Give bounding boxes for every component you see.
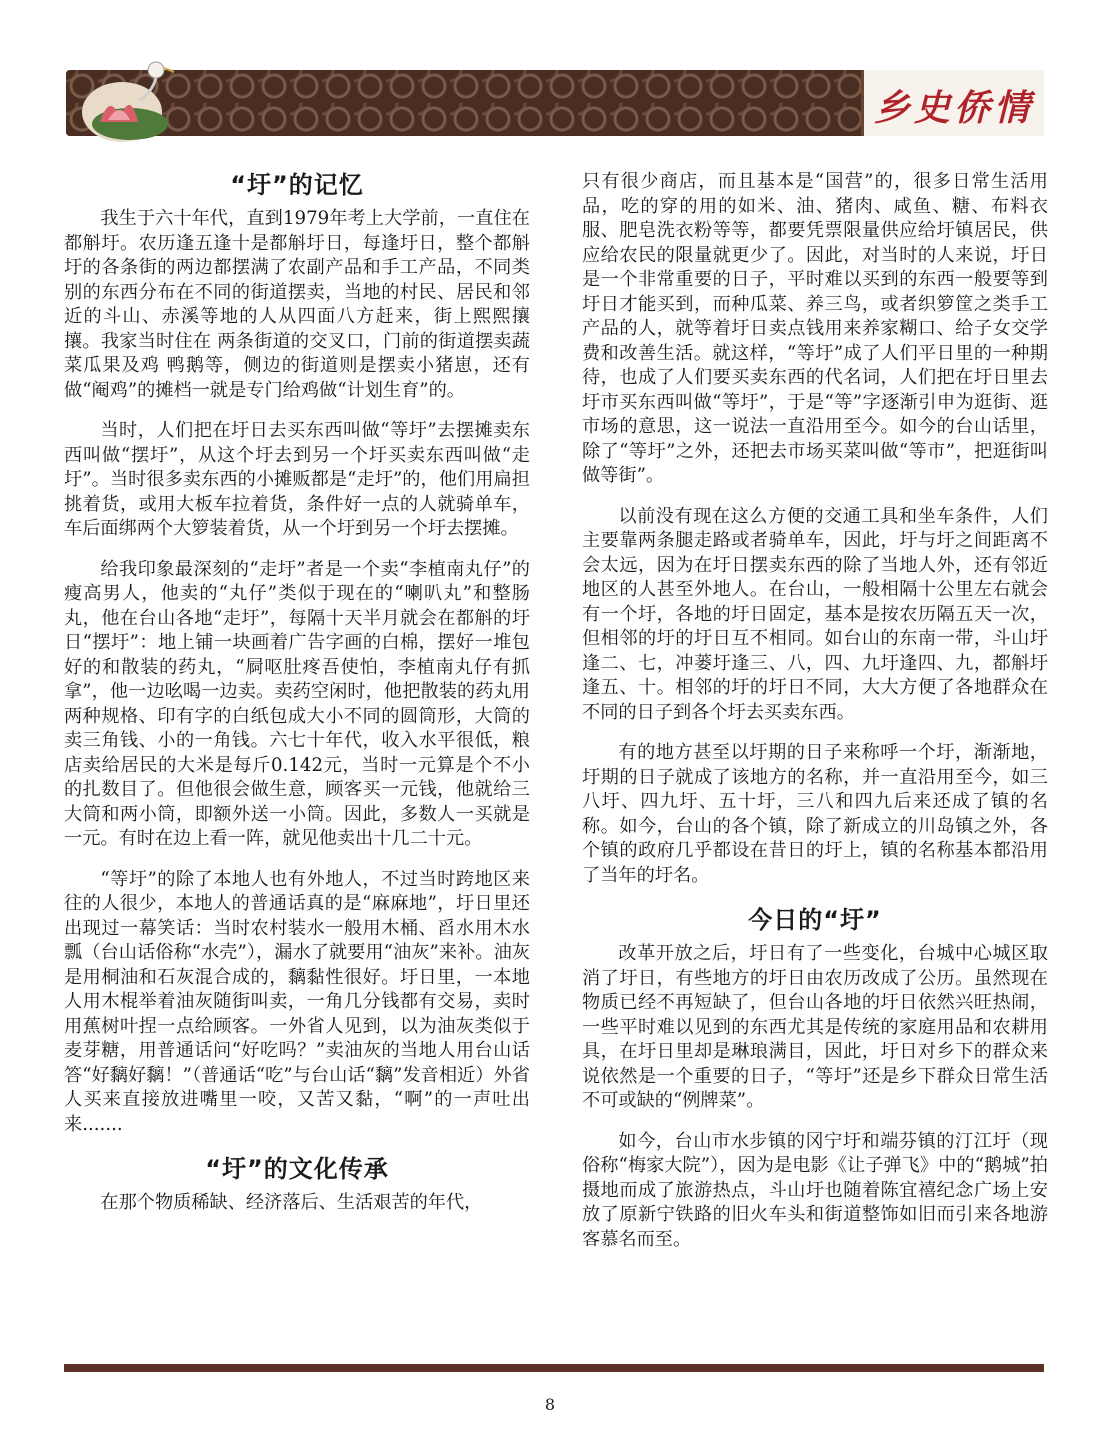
paragraph: 只有很少商店，而且基本是“国营”的，很多日常生活用品，吃的穿的用的如米、油、猪肉、咸鱼、糖、布料衣服、肥皂洗衣粉等等，都要凭票限量供应给圩镇居民，供应给农民的限量就更少了。因此，对当时的人来说，圩日是一个非常重要的日子，平时难以买到的东西一般要等到圩日才能买到，而种瓜菜、养三鸟，或者织箩筐之类手工产品的人，就等着圩日卖点钱用来养家糊口、给子女交学费和改善生活。就这样，“等圩”成了人们平日里的一种期待，也成了人们要买卖东西的代名词，人们把在圩日里去圩市买东西叫做“等圩”，于是“等”字逐渐引申为逛街、逛市场的意思，这一说法一直沿用至今。如今的台山话里，除了“等圩”之外，还把去市场买菜叫做“等市”，把逛街叫做等街”。 [582, 171, 1048, 486]
footer-rule [64, 1364, 1044, 1372]
paragraph: 我生于六十年代，直到1979年考上大学前，一直住在都斛圩。农历逢五逢十是都斛圩日，每逢圩日，整个都斛圩的各条街的两边都摆满了农副产品和手工产品，不同类别的东西分布在不同的街道摆卖，当地的村民、居民和邻近的斗山、赤溪等地的人从四面八方赶来，街上熙熙攘攘。我家当时住在 两条街道的交叉口，门前的街道摆卖蔬菜瓜果及鸡 鸭鹅等，侧边的街道则是摆卖小猪崽，还有做“阉鸡”的摊档一就是专门给鸡做“计划生育”的。 [64, 208, 530, 401]
paragraph: 当时，人们把在圩日去买东西叫做“等圩”去摆摊卖东西叫做“摆圩”，从这个圩去到另一个圩买卖东西叫做“走圩”。当时很多卖东西的小摊贩都是“走圩”的，他们用扁担挑着货，或用大板车拉着货，条件好一点的人就骑单车，车后面绑两个大箩装着货，从一个圩到另一个圩去摆摊。 [64, 420, 530, 539]
left-column [64, 165, 530, 1232]
paragraph: 有的地方甚至以圩期的日子来称呼一个圩，渐渐地，圩期的日子就成了该地方的名称，并一直沿用至今，如三八圩、四九圩、五十圩，三八和四九后来还成了镇的名称。如今，台山的各个镇，除了新成立的川岛镇之外，各个镇的政府几乎都设在昔日的圩上，镇的名称基本都沿用了当年的圩名。 [582, 742, 1048, 886]
paragraph: 改革开放之后，圩日有了一些变化，台城中心城区取消了圩日，有些地方的圩日由农历改成了公历。虽然现在物质已经不再短缺了，但台山各地的圩日依然兴旺热闹，一些平时难以见到的东西尤其是传统的家庭用品和农耕用具，在圩日里却是琳琅满目，因此，圩日对乡下的群众来说依然是一个重要的日子，“等圩”还是乡下群众日常生活不可或缺的“例牌菜”。 [582, 943, 1048, 1111]
paragraph: 以前没有现在这么方便的交通工具和坐车条件，人们主要靠两条腿走路或者骑单车，因此，圩与圩之间距离不会太远，因为在圩日摆卖东西的除了当地人外，还有邻近地区的人甚至外地人。在台山，一般相隔十公里左右就会有一个圩，各地的圩日固定，基本是按农历隔五天一次，但相邻的圩的圩日互不相同。如台山的东南一带，斗山圩逢二、七，冲蒌圩逢三、八，四、九圩逢四、九，都斛圩逢五、十。相邻的圩的圩日不同，大大方便了各地群众在不同的日子到各个圩去买卖东西。 [582, 505, 1048, 723]
section-title: 乡史侨情 [873, 87, 1034, 129]
paragraph: 如今，台山市水步镇的冈宁圩和端芬镇的汀江圩（现俗称“梅家大院”），因为是电影《让子弹飞》中的“鹅城”拍摄地而成了旅游热点，斗山圩也随着陈宜禧纪念广场上安放了原新宁铁路的旧火车头和街道整饰如旧而引来各地游客慕名而至。 [582, 1130, 1048, 1250]
paragraph: 给我印象最深刻的“走圩”者是一个卖“李植南丸仔”的瘦高男人，他卖的“丸仔”类似于现在的“喇叭丸”和整肠丸，他在台山各地“走圩”，每隔十天半月就会在都斛的圩日“摆圩”：地上铺一块画着广告字画的白棉，摆好一堆包好的和散装的药丸，“屙呕肚疼吾使怕，李植南丸仔有抓拿”，他一边吆喝一边卖。卖药空闲时，他把散装的药丸用两种规格、印有字的白纸包成大小不同的圆筒形，大筒的卖三角钱、小的一角钱。六七十年代，收入水平很低，粮店卖给居民的大米是每斤0.142元，当时一元算是个不小的扎数目了。但他很会做生意，顾客买一元钱，他就给三大筒和两小筒，即额外送一小筒。因此，多数人一买就是一元。有时在边上看一阵，就见他卖出十几二十元。 [64, 558, 530, 849]
header-banner [66, 70, 1044, 136]
paragraph: “等圩”的除了本地人也有外地人，不过当时跨地区来往的人很少，本地人的普通话真的是“麻麻地”，圩日里还出现过一幕笑话：当时农村装水一般用木桶、舀水用木水瓢（台山话俗称“水壳”），漏水了就要用“油灰”来补。油灰是用桐油和石灰混合成的，黐黏性很好。圩日里，一本地人用木棍举着油灰随街叫卖，一角几分钱都有交易，卖时用蕉树叶捏一点给顾客。一外省人见到，以为油灰类似于麦芽糖，用普通话问“好吃吗？”卖油灰的当地人用台山话答“好黐好黐！”（普通话“吃”与台山话“黐”发音相近）外省人买来直接放进嘴里一咬，又苦又黏，“啊”的一声吐出来....... [64, 868, 530, 1135]
page-number: 8 [544, 1395, 556, 1414]
right-column [582, 170, 1048, 1268]
section-heading: “圩”的文化传承 [205, 1155, 389, 1183]
paragraph: 在那个物质稀缺、经济落后、生活艰苦的年代， [100, 1192, 483, 1213]
lotus-crane-emblem [60, 52, 180, 148]
decorative-pattern [66, 70, 864, 136]
section-heading: 今日的“圩” [748, 906, 882, 934]
header-title-box [861, 70, 1044, 136]
article-heading: “圩”的记忆 [230, 171, 364, 199]
